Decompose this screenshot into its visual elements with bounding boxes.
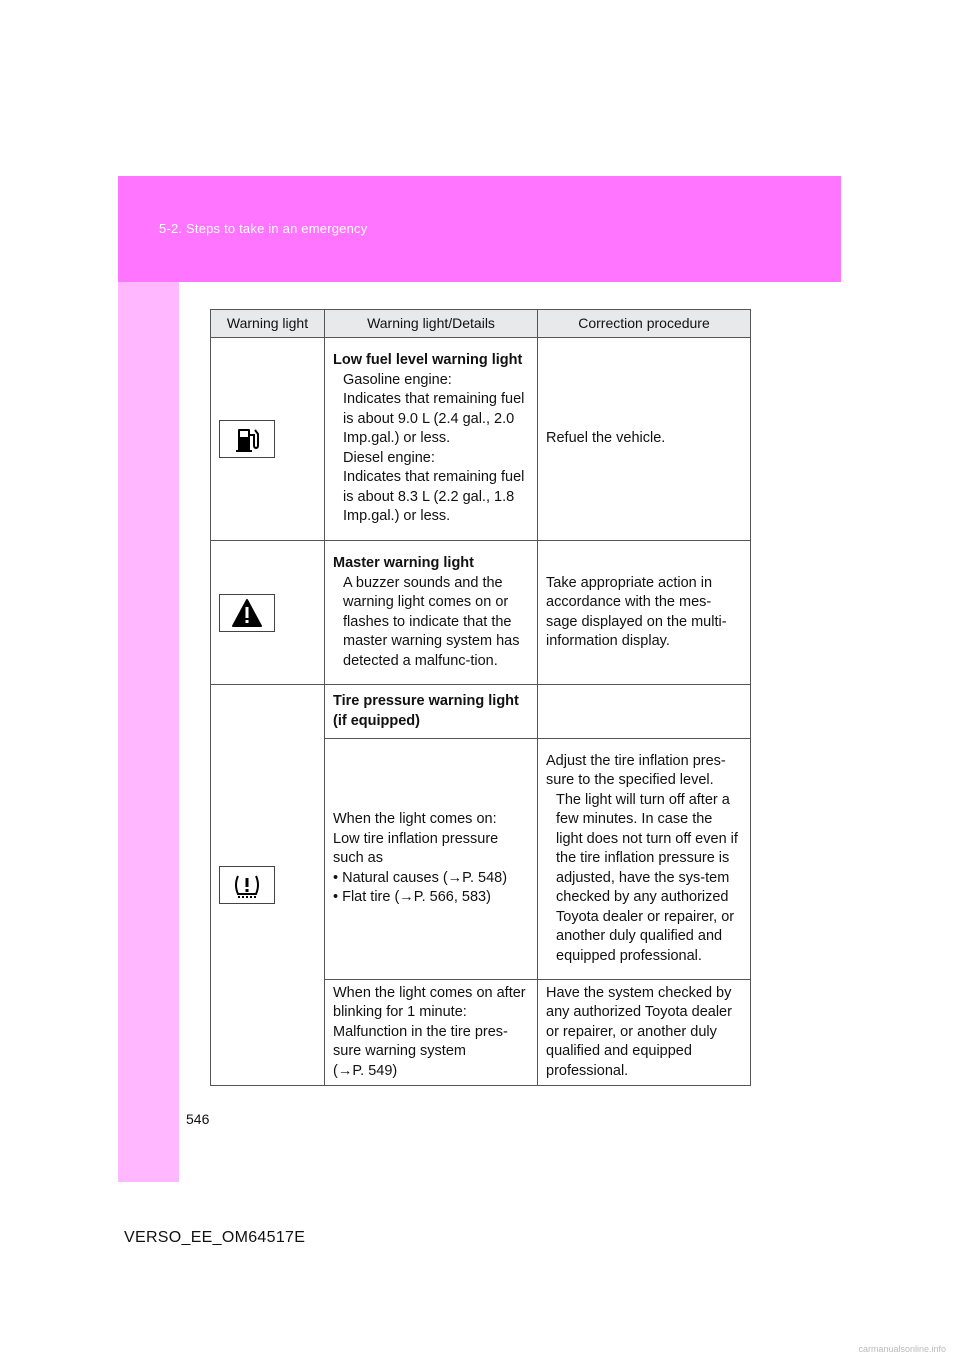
detail-after-blinking: When the light comes on after blinking for 1 minute: [333,984,526,1021]
icon-cell-tire-pressure [211,685,325,1086]
correction-tire-malfunction: Have the system checked by any authorized Toyota dealer or repairer, or another duly qualified and equipped professional. [538,980,751,1086]
title-low-fuel: Low fuel level warning light [333,352,523,369]
master-warning-triangle-icon [219,594,275,632]
title-master-warning: Master warning light [333,555,474,571]
correction-master-warning: Take appropriate action in accordance with the mes-sage displayed on the multi-information display. [538,541,751,685]
table-row-low-fuel [211,338,751,541]
correction-adjust-pressure: Adjust the tire inflation pres-sure to the specified level. [546,752,726,789]
column-header-warning-light: Warning light [211,310,325,338]
detail-page-ref: (→P. 549) [333,1062,398,1079]
details-low-fuel [325,338,538,541]
detail-gasoline-label: Gasoline engine: [343,371,452,388]
detail-flat-tire: • Flat tire (→P. 566, 583) [333,889,491,906]
detail-gasoline-text: Indicates that remaining fuel is about 9.0 L (2.4 gal., 2.0 Imp.gal.) or less. [343,391,525,447]
fuel-pump-icon [219,420,275,458]
page-number: 546 [186,1111,210,1127]
table-header-row [211,310,751,338]
correction-tire-low-pressure [538,739,751,980]
details-master-warning [325,541,538,685]
correction-tire-pressure-empty [538,685,751,739]
detail-master-warning-text: A buzzer sounds and the warning light comes on or flashes to indicate that the master warning system has detected a malfunc-tion. [343,574,520,669]
detail-diesel-text: Indicates that remaining fuel is about 8.3 L (2.2 gal., 1.8 Imp.gal.) or less. [343,469,525,525]
icon-cell-master-warning [211,541,325,685]
correction-note: The light will turn off after a few minutes. In case the light does not turn off even if the tire inflation pressure is adjusted, have the sys-tem checked by any authorized Toyota dealer or repairer, or another duly qualified and equipped professional. [556,791,738,964]
column-header-details: Warning light/Details [325,310,538,338]
icon-cell-low-fuel [211,338,325,541]
detail-malfunction: Malfunction in the tire pres-sure warning system [333,1023,508,1060]
details-tire-malfunction [325,980,538,1086]
document-code: VERSO_EE_OM64517E [124,1229,306,1246]
tire-pressure-icon [219,866,275,904]
title-tire-pressure: Tire pressure warning light (if equipped) [333,693,519,729]
watermark: carmanualsonline.info [858,1344,946,1354]
column-header-correction: Correction procedure [538,310,751,338]
detail-diesel-label: Diesel engine: [343,449,435,466]
table-row-tire-pressure [211,685,751,739]
section-title: 5-2. Steps to take in an emergency [159,221,368,236]
details-tire-low-pressure [325,739,538,980]
detail-when-on: When the light comes on: [333,811,497,828]
side-tab-band [118,282,179,1182]
detail-low-inflation: Low tire inflation pressure such as [333,830,499,867]
warning-light-table [210,309,751,1086]
table-row-master-warning [211,541,751,685]
detail-natural-causes: • Natural causes (→P. 548) [333,869,508,886]
title-cell-tire-pressure [325,685,538,739]
correction-low-fuel: Refuel the vehicle. [538,338,751,541]
